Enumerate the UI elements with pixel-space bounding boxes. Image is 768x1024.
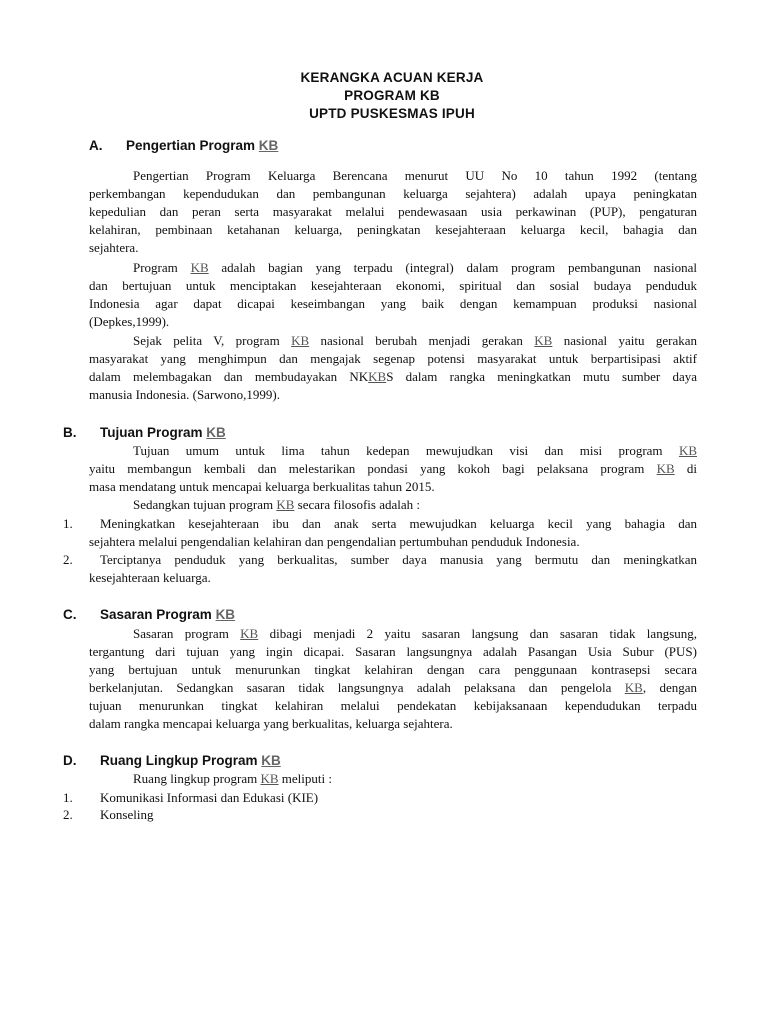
kb-link[interactable]: KB xyxy=(190,260,209,275)
kb-link[interactable]: KB xyxy=(656,461,675,476)
section-d-letter: D. xyxy=(63,753,77,768)
list-item-line: sejahtera melalui pengendalian kelahiran dan pengendalian pertumbuhan penduduk Indonesia. xyxy=(89,534,580,549)
section-a-para-1-line-3: kepedulian dan peran serta masyarakat melalui pendewasaan usia perkawinan (PUP), pengaturan xyxy=(89,204,697,219)
kb-link[interactable]: KB xyxy=(678,443,697,458)
section-a-title: Pengertian Program xyxy=(126,138,259,153)
kb-link[interactable]: KB xyxy=(261,753,281,768)
section-a-para-1-line-1: Pengertian Program Keluarga Berencana menurut UU No 10 tahun 1992 (tentang xyxy=(133,168,697,183)
section-a-para-2-line-1: Program KB adalah bagian yang terpadu (integral) dalam program pembangunan nasional xyxy=(133,260,697,275)
section-a-para-3-line-1: Sejak pelita V, program KB nasional berubah menjadi gerakan KB nasional yaitu gerakan xyxy=(133,333,697,348)
section-d-para: Ruang lingkup program KB meliputi : xyxy=(133,771,332,786)
doc-title-line-1: KERANGKA ACUAN KERJA xyxy=(300,70,484,85)
section-c-letter: C. xyxy=(63,607,77,622)
list-item-text: Komunikasi Informasi dan Edukasi (KIE) xyxy=(100,790,319,805)
kb-link[interactable]: KB xyxy=(260,771,279,786)
kb-link[interactable]: KB xyxy=(258,138,279,153)
kb-link[interactable]: KB xyxy=(534,333,553,348)
kb-link[interactable]: KB xyxy=(291,333,310,348)
list-item-number: 1. xyxy=(63,516,73,531)
section-a-para-1-line-4: kelahiran, pembinaan ketahanan keluarga, peningkatan kesejahteraan keluarga kecil, bahagia dan xyxy=(89,222,697,237)
kb-link[interactable]: KB xyxy=(206,425,226,440)
section-a-para-1-line-5: sejahtera. xyxy=(89,240,139,255)
section-b-title: Tujuan Program xyxy=(100,425,207,440)
section-a-para-3-line-2: masyarakat yang menghimpun dan mengajak segenap potensi masyarakat untuk berpartisipasi aktif xyxy=(89,351,697,366)
doc-title-line-3: UPTD PUSKESMAS IPUH xyxy=(309,106,475,121)
list-item-number: 1. xyxy=(63,790,73,805)
section-b-para-1-line-1: Tujuan umum untuk lima tahun kedepan mewujudkan visi dan misi program KB xyxy=(133,443,697,458)
section-c-para-line-2: tergantung dari tujuan yang ingin dicapai. Sasaran langsungnya adalah Pasangan Usia Subur (PUS) xyxy=(89,644,697,659)
kb-link[interactable]: KB xyxy=(624,680,643,695)
doc-title-line-2: PROGRAM KB xyxy=(344,88,440,103)
kb-link[interactable]: KB xyxy=(276,497,295,512)
section-b-para-1-line-3: masa mendatang untuk mencapai keluarga berkualitas tahun 2015. xyxy=(89,479,435,494)
section-a-para-1-line-2: perkembangan kependudukan dan pembangunan keluarga sejahtera) adalah upaya peningkatan xyxy=(89,186,697,201)
section-b-para-2: Sedangkan tujuan program KB secara filosofis adalah : xyxy=(133,497,421,512)
section-c-para-line-5: tujuan menurunkan tingkat kelahiran melalui pendekatan kebijaksanaan kependudukan terpadu xyxy=(89,698,697,713)
section-c-title: Sasaran Program xyxy=(100,607,216,622)
list-item-line: kesejahteraan keluarga. xyxy=(89,570,211,585)
section-a-para-2-line-4: (Depkes,1999). xyxy=(89,314,170,329)
list-item-line: Meningkatkan kesejahteraan ibu dan anak serta mewujudkan keluarga kecil yang bahagia dan xyxy=(100,516,697,531)
section-c-para-line-6: dalam rangka mencapai keluarga yang berkualitas, keluarga sejahtera. xyxy=(89,716,453,731)
list-item-text: Konseling xyxy=(100,807,154,822)
section-a-para-3-line-3: dalam melembagakan dan membudayakan NKKBS dalam rangka meningkatkan mutu sumber daya xyxy=(89,369,697,384)
list-item-line: Terciptanya penduduk yang berkualitas, sumber daya manusia yang bermutu dan meningkatkan xyxy=(100,552,697,567)
section-b-letter: B. xyxy=(63,425,77,440)
list-item-number: 2. xyxy=(63,552,73,567)
section-a-para-2-line-2: dan bertujuan untuk menciptakan kesejahteraan ekonomi, spiritual dan sosial budaya penduduk xyxy=(89,278,697,293)
section-c-para-line-3: yang bertujuan untuk menurunkan tingkat kelahiran dengan cara penggunaan kontrasepsi secara xyxy=(89,662,697,677)
list-item-number: 2. xyxy=(63,807,73,822)
section-b-para-1-line-2: yaitu membangun kembali dan melestarikan pondasi yang kokoh bagi pelaksana program KB di xyxy=(89,461,698,476)
kb-link[interactable]: KB xyxy=(240,626,259,641)
section-c-para-line-1: Sasaran program KB dibagi menjadi 2 yaitu sasaran langsung dan sasaran tidak langsung, xyxy=(133,626,697,641)
section-a-letter: A. xyxy=(89,138,103,153)
section-a-para-2-line-3: Indonesia agar dapat dicapai keseimbangan yang baik dengan kemampuan produksi nasional xyxy=(89,296,697,311)
section-c-para-line-4: berkelanjutan. Sedangkan sasaran tidak langsungnya adalah pelaksana dan pengelola KB, dengan xyxy=(89,680,697,695)
kb-link[interactable]: KB xyxy=(215,607,236,622)
kb-link[interactable]: KB xyxy=(368,369,387,384)
section-a-para-3-line-4: manusia Indonesia. (Sarwono,1999). xyxy=(89,387,280,402)
section-d-title: Ruang Lingkup Program xyxy=(100,753,262,768)
